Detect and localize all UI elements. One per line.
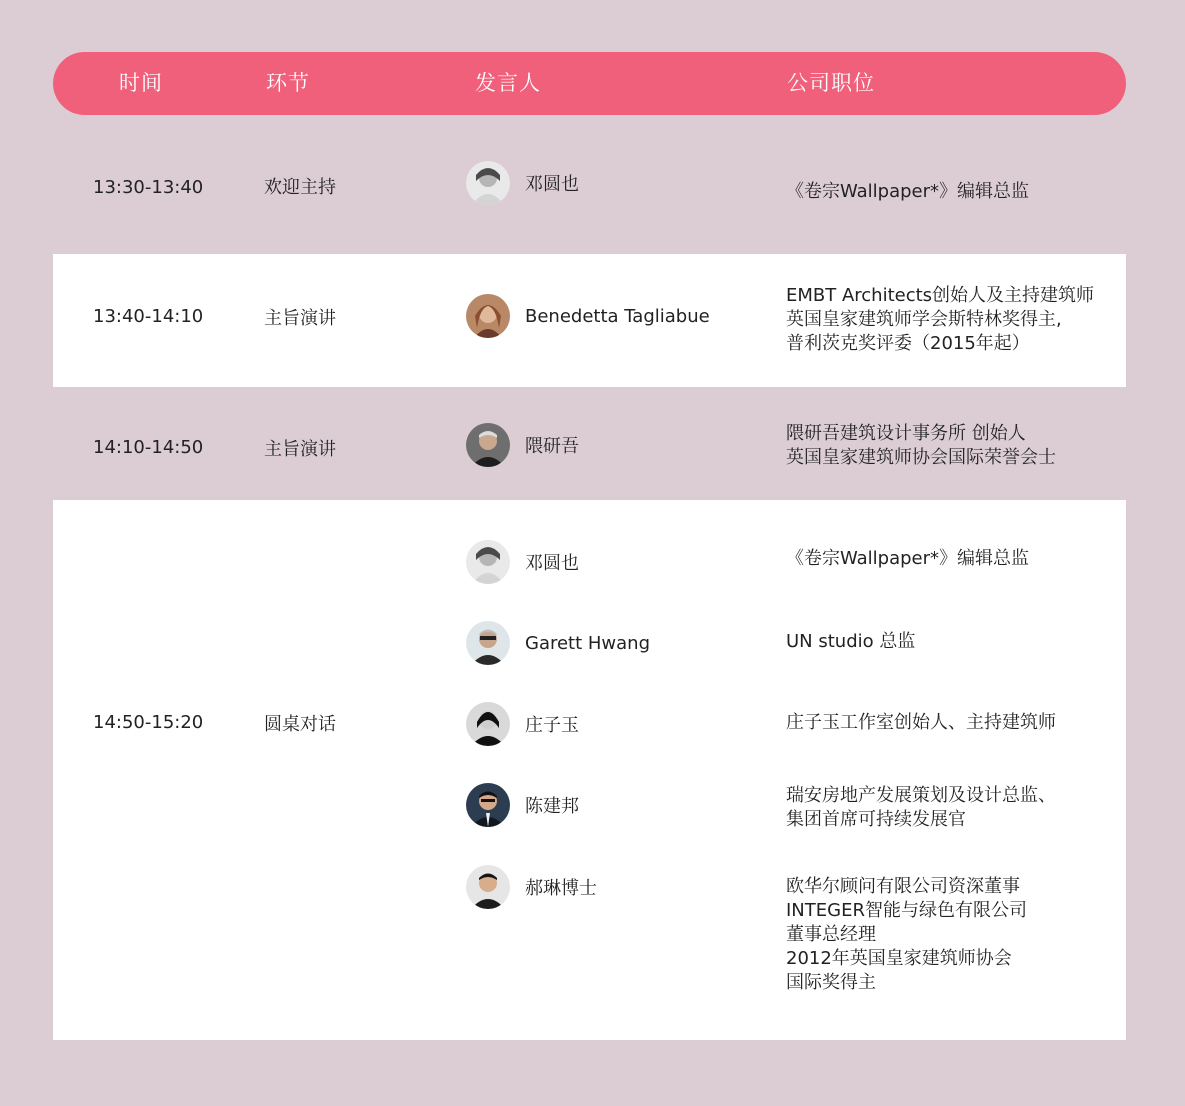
speaker (466, 702, 579, 746)
company-line: 庄子玉工作室创始人、主持建筑师 (786, 712, 1056, 733)
company-line: EMBT Architects创始人及主持建筑师 (786, 285, 1095, 306)
speaker-name: 庄子玉 (525, 715, 579, 736)
speaker (466, 540, 579, 584)
session-cell: 主旨演讲 (264, 439, 336, 460)
speaker-name: 郝琳博士 (525, 878, 597, 899)
company-line: 《卷宗Wallpaper*》编辑总监 (786, 181, 1030, 202)
speaker-name: 邓圆也 (525, 174, 579, 195)
avatar (466, 783, 510, 827)
company-cell (786, 711, 1056, 735)
time-cell: 13:30-13:40 (93, 177, 204, 198)
speaker (466, 294, 710, 338)
company-line: 2012年英国皇家建筑师协会 (786, 948, 1012, 969)
avatar (466, 621, 510, 665)
company-line: 瑞安房地产发展策划及设计总监、 (786, 785, 1056, 806)
session-cell: 圆桌对话 (264, 714, 336, 735)
avatar (466, 865, 510, 909)
table-row (53, 500, 1126, 1040)
session-cell: 主旨演讲 (264, 308, 336, 329)
avatar (466, 161, 510, 205)
table-row (53, 115, 1126, 254)
session-cell: 欢迎主持 (264, 177, 336, 198)
company-line: 集团首席可持续发展官 (786, 809, 966, 830)
table-row (53, 387, 1126, 500)
speaker-name: Benedetta Tagliabue (525, 305, 710, 327)
header-speaker: 发言人 (475, 71, 541, 95)
company-cell (786, 547, 1029, 571)
company-line: 国际奖得主 (786, 972, 876, 993)
speaker (466, 865, 597, 909)
company-line: 英国皇家建筑师协会国际荣誉会士 (786, 447, 1056, 468)
speaker (466, 783, 579, 827)
company-line: 隈研吾建筑设计事务所 创始人 (786, 423, 1026, 444)
company-cell (786, 422, 1056, 470)
company-cell (786, 180, 1029, 204)
speaker (466, 161, 579, 205)
time-cell: 14:50-15:20 (93, 712, 204, 733)
company-cell (786, 875, 1027, 995)
company-cell (786, 284, 1094, 356)
header-company: 公司职位 (787, 71, 875, 95)
time-cell: 14:10-14:50 (93, 437, 204, 458)
company-line: 董事总经理 (786, 924, 876, 945)
speaker-name: 邓圆也 (525, 553, 579, 574)
header-session: 环节 (266, 71, 310, 95)
avatar (466, 702, 510, 746)
header-time: 时间 (119, 71, 163, 95)
company-line: 《卷宗Wallpaper*》编辑总监 (786, 548, 1030, 569)
company-line: UN studio 总监 (786, 631, 916, 652)
speaker-name: 隈研吾 (525, 436, 579, 457)
speaker-name: Garett Hwang (525, 632, 651, 654)
speaker (466, 423, 579, 467)
company-line: 英国皇家建筑师学会斯特林奖得主, (786, 309, 1062, 330)
speaker-name: 陈建邦 (525, 796, 579, 817)
avatar (466, 294, 510, 338)
avatar (466, 423, 510, 467)
company-cell (786, 784, 1056, 832)
company-line: 普利茨克奖评委（2015年起） (786, 333, 1030, 354)
speaker (466, 621, 650, 665)
avatar (466, 540, 510, 584)
time-cell: 13:40-14:10 (93, 306, 204, 327)
company-cell (786, 630, 915, 654)
company-line: 欧华尔顾问有限公司资深董事 (786, 876, 1020, 897)
company-line: INTEGER智能与绿色有限公司 (786, 900, 1027, 921)
table-header (53, 52, 1126, 115)
table-row (53, 254, 1126, 387)
